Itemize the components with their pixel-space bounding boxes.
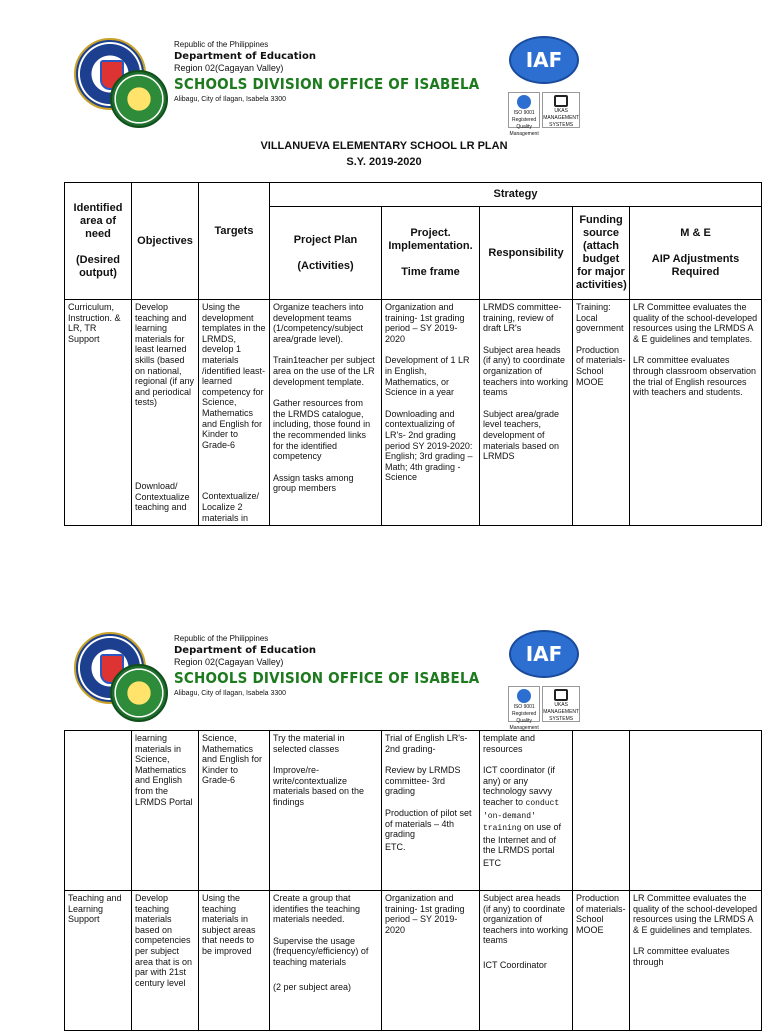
region-label: Region 02(Cagayan Valley) bbox=[174, 63, 284, 73]
office-label: SCHOOLS DIVISION OFFICE OF ISABELA bbox=[174, 75, 480, 93]
iaf-logo-icon: IAF bbox=[509, 36, 579, 84]
page-1 bbox=[0, 32, 768, 172]
cell-resp: LRMDS committee- training, review of draft LR's Subject area heads (if any) to coordinate organization of teachers into working teams Subject area/grade level teachers, development of materials based on LRMDS bbox=[480, 300, 573, 526]
address-label: Alibagu, City of Ilagan, Isabela 3300 bbox=[174, 96, 287, 103]
header-fund: Funding source (attach budget for major activities) bbox=[573, 207, 630, 300]
doc-title: VILLANUEVA ELEMENTARY SCHOOL LR PLAN bbox=[260, 140, 508, 152]
department-label: Department of Education bbox=[174, 51, 316, 62]
header-me: M & E AIP Adjustments Required bbox=[630, 207, 762, 300]
cell-resp: Subject area heads (if any) to coordinate organization of teachers into working teams ICT Coordinator bbox=[480, 891, 573, 1031]
department-label: Department of Education bbox=[174, 645, 316, 656]
cell-me: LR Committee evaluates the quality of the school-developed resources using the LRMDS A & E guidelines and templates. LR committee evaluates through bbox=[630, 891, 762, 1031]
republic-label: Republic of the Philippines bbox=[174, 634, 269, 643]
cell-impl: Organization and training- 1st grading period – SY 2019-2020 Development of 1 LR in English, Mathematics, or Science in a year Downloading and contextualizing of LR's- 2nd grading period SY 2019-2020: English; 3rd grading – Math; 4th grading - Science bbox=[382, 300, 480, 526]
cell-targets: Using the development templates in the LRMDS, develop 1 materials /identified least-learned competency for Science, Mathematics and English for Kinder to Grade-6 Contextualize/ Localize 2 materials in bbox=[199, 300, 270, 526]
division-seal-icon bbox=[110, 664, 168, 722]
region-label: Region 02(Cagayan Valley) bbox=[174, 657, 284, 667]
iso-cert-icon: ISO 9001 Registered Quality Management bbox=[508, 92, 540, 128]
ukas-cert-icon: UKAS MANAGEMENT SYSTEMS bbox=[542, 92, 580, 128]
cell-objectives: Develop teaching materials based on competencies per subject area that is on par with 21st century level bbox=[132, 891, 199, 1031]
cell-plan: Create a group that identifies the teaching materials needed. Supervise the usage (frequency/efficiency) of teaching materials (2 per subject area) bbox=[270, 891, 382, 1031]
cell-area: Curriculum, Instruction. & LR, TR Support bbox=[65, 300, 132, 526]
header-plan: Project Plan (Activities) bbox=[270, 207, 382, 300]
cell-targets: Using the teaching materials in subject areas that needs to be improved bbox=[199, 891, 270, 1031]
header-objectives: Objectives bbox=[132, 183, 199, 300]
header-targets: Targets bbox=[199, 183, 270, 300]
iaf-logo-icon: IAF bbox=[509, 630, 579, 678]
letterhead-text bbox=[174, 634, 479, 700]
lr-plan-table-page2 bbox=[64, 730, 762, 1031]
republic-label: Republic of the Philippines bbox=[174, 40, 269, 49]
table-row bbox=[65, 891, 762, 1031]
cell-impl: Trial of English LR's- 2nd grading- Review by LRMDS committee- 3rd grading Production of pilot set of materials – 4th grading ETC. bbox=[382, 731, 480, 891]
cell-resp: template and resources ICT coordinator (if any) or any technology savvy teacher to conduct 'on-demand' training on use of the Internet and of the LRMDS portal ETC bbox=[480, 731, 573, 891]
lr-plan-table-page1 bbox=[64, 182, 762, 526]
letterhead bbox=[0, 32, 768, 137]
cell-plan: Organize teachers into development teams (1/competency/subject area/grade level). Train1teacher per subject area on the use of the LR development template. Gather resources from the LRMDS catalogue, including, those found in the recommended links for the identified competency Assign tasks among group members bbox=[270, 300, 382, 526]
cert-logos bbox=[508, 92, 580, 137]
table-row bbox=[65, 731, 762, 891]
iso-cert-icon: ISO 9001 Registered Quality Management bbox=[508, 686, 540, 722]
letterhead-text bbox=[174, 40, 479, 106]
header-area: Identified area of need (Desired output) bbox=[65, 183, 132, 300]
cell-fund: Training: Local government Production of materials- School MOOE bbox=[573, 300, 630, 526]
header-strategy: Strategy bbox=[270, 183, 762, 207]
page-2 bbox=[0, 626, 768, 731]
letterhead bbox=[0, 626, 768, 731]
cell-plan: Try the material in selected classes Improve/re-write/contextualize materials based on the findings bbox=[270, 731, 382, 891]
cell-me: LR Committee evaluates the quality of the school-developed resources using the LRMDS A & E guidelines and templates. LR committee evaluates through classroom observation the trial of English resources with teachers and students. bbox=[630, 300, 762, 526]
cell-objectives: Develop teaching and learning materials for least learned skills (based on national, regional (if any and periodical tests) Download/ Contextualize teaching and bbox=[132, 300, 199, 526]
cell-fund: Production of materials- School MOOE bbox=[573, 891, 630, 1031]
cell-area bbox=[65, 731, 132, 891]
ukas-cert-icon: UKAS MANAGEMENT SYSTEMS bbox=[542, 686, 580, 722]
header-impl: Project. Implementation. Time frame bbox=[382, 207, 480, 300]
cell-me bbox=[630, 731, 762, 891]
division-seal-icon bbox=[110, 70, 168, 128]
cell-area: Teaching and Learning Support bbox=[65, 891, 132, 1031]
header-resp: Responsibility bbox=[480, 207, 573, 300]
cell-fund bbox=[573, 731, 630, 891]
cell-impl: Organization and training- 1st grading period – SY 2019-2020 bbox=[382, 891, 480, 1031]
cert-logos bbox=[508, 686, 580, 731]
office-label: SCHOOLS DIVISION OFFICE OF ISABELA bbox=[174, 669, 480, 687]
table-row bbox=[65, 300, 762, 526]
address-label: Alibagu, City of Ilagan, Isabela 3300 bbox=[174, 690, 287, 697]
doc-year: S.Y. 2019-2020 bbox=[346, 156, 422, 168]
cell-targets: Science, Mathematics and English for Kinder to Grade-6 bbox=[199, 731, 270, 891]
cell-objectives: learning materials in Science, Mathematics and English from the LRMDS Portal bbox=[132, 731, 199, 891]
